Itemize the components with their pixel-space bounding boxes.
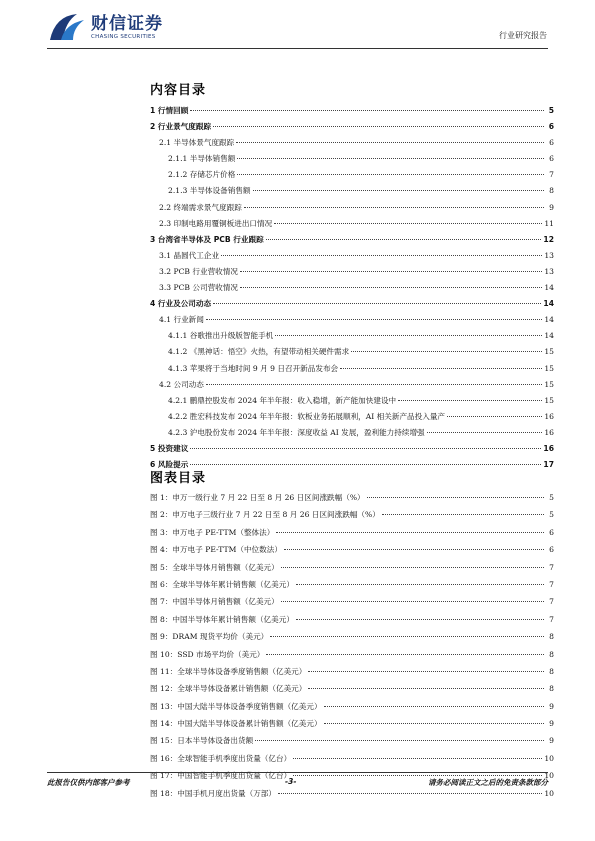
figure-entry-page: 7 bbox=[549, 562, 554, 572]
dot-leader bbox=[237, 174, 544, 175]
figure-entry[interactable] bbox=[150, 611, 554, 628]
toc-entry-label: 4.1.1 谷歌推出升级版智能手机 bbox=[168, 331, 274, 341]
figure-entry-page: 9 bbox=[549, 719, 554, 729]
dot-leader bbox=[206, 384, 542, 385]
footer-notice: 请务必阅读正文之后的免责条款部分 bbox=[428, 778, 548, 787]
toc-entry[interactable] bbox=[150, 361, 554, 377]
toc-entry[interactable] bbox=[150, 457, 554, 473]
dot-leader bbox=[308, 688, 544, 689]
figure-entry[interactable] bbox=[150, 750, 554, 767]
figure-entry-page: 7 bbox=[549, 597, 554, 607]
toc-entry[interactable] bbox=[150, 441, 554, 457]
logo-emblem-icon bbox=[47, 10, 87, 44]
figure-entry-page: 5 bbox=[549, 493, 554, 502]
figure-entry-page: 8 bbox=[549, 684, 554, 694]
toc-entry[interactable] bbox=[150, 409, 554, 425]
toc-entry-label: 2.1.1 半导体销售额 bbox=[168, 154, 236, 164]
toc-entry-page: 16 bbox=[544, 427, 554, 437]
dot-leader bbox=[308, 671, 544, 672]
toc-entry-page: 15 bbox=[544, 395, 554, 405]
logo-chinese-name: 财信证券 bbox=[91, 13, 163, 34]
toc-entry[interactable] bbox=[150, 200, 554, 216]
dot-leader bbox=[427, 432, 543, 433]
figure-entry[interactable] bbox=[150, 524, 554, 541]
dot-leader bbox=[213, 303, 541, 304]
toc-entry[interactable] bbox=[150, 425, 554, 441]
toc-entry-page: 9 bbox=[549, 202, 554, 212]
dot-leader bbox=[244, 207, 544, 208]
figure-entry-label: 图 15：日本半导体设备出货额 bbox=[150, 736, 254, 746]
toc-entry[interactable] bbox=[150, 264, 554, 280]
figure-entry-page: 10 bbox=[544, 788, 554, 798]
toc-entry[interactable] bbox=[150, 328, 554, 344]
figure-entry-page: 8 bbox=[549, 632, 554, 642]
figure-entry-label: 图 9：DRAM 现货平均价（美元） bbox=[150, 632, 269, 642]
toc-entry-label: 2 行业景气度跟踪 bbox=[150, 122, 212, 132]
figure-entry[interactable] bbox=[150, 663, 554, 680]
dot-leader bbox=[221, 255, 542, 256]
figure-entry[interactable] bbox=[150, 698, 554, 715]
dot-leader bbox=[240, 271, 542, 272]
figure-entry[interactable] bbox=[150, 646, 554, 663]
toc-entry-page: 17 bbox=[543, 460, 554, 470]
dot-leader bbox=[276, 532, 544, 533]
toc-entry-label: 4.1 行业新闻 bbox=[159, 315, 204, 325]
figure-entry[interactable] bbox=[150, 593, 554, 610]
toc-entry[interactable] bbox=[150, 393, 554, 409]
dot-leader bbox=[213, 126, 544, 127]
list-of-figures bbox=[150, 489, 554, 802]
figure-entry-page: 8 bbox=[549, 666, 554, 676]
dot-leader bbox=[324, 706, 544, 707]
figure-entry[interactable] bbox=[150, 680, 554, 697]
dot-leader bbox=[398, 400, 542, 401]
figure-entry-page: 5 bbox=[549, 510, 554, 520]
toc-entry[interactable] bbox=[150, 344, 554, 360]
toc-entry-label: 2.1 半导体景气度跟踪 bbox=[159, 138, 235, 148]
toc-entry-page: 11 bbox=[544, 218, 554, 228]
figure-entry-label: 图 11：全球半导体设备季度销售额（亿美元） bbox=[150, 666, 307, 676]
header-divider bbox=[47, 48, 548, 49]
toc-entry-page: 12 bbox=[543, 234, 554, 244]
company-logo bbox=[47, 10, 163, 44]
figure-entry-label: 图 14：中国大陆半导体设备累计销售额（亿美元） bbox=[150, 719, 322, 729]
figure-entry-page: 10 bbox=[544, 771, 554, 781]
figure-entry-label: 图 16：全球智能手机季度出货量（亿台） bbox=[150, 753, 292, 763]
dot-leader bbox=[447, 416, 542, 417]
toc-entry-label: 4 行业及公司动态 bbox=[150, 299, 212, 309]
figure-entry[interactable] bbox=[150, 576, 554, 593]
dot-leader bbox=[266, 654, 544, 655]
toc-entry-label: 4.1.2 《黑神话：悟空》火热，有望带动相关硬件需求 bbox=[168, 347, 350, 357]
toc-entry[interactable] bbox=[150, 167, 554, 183]
dot-leader bbox=[253, 190, 545, 191]
toc-entry-page: 15 bbox=[544, 347, 554, 357]
footer-divider bbox=[47, 772, 548, 773]
page-number: -3- bbox=[285, 777, 297, 786]
figure-entry-label: 图 10：SSD 市场平均价（美元） bbox=[150, 649, 265, 659]
toc-entry-label: 4.2.3 沪电股份发布 2024 年半年报：深度收益 AI 发展，盈利能力持续增强 bbox=[168, 427, 425, 437]
figure-entry-page: 7 bbox=[549, 579, 554, 589]
toc-entry-page: 6 bbox=[549, 154, 554, 164]
dot-leader bbox=[240, 287, 542, 288]
figure-entry-page: 6 bbox=[549, 545, 554, 555]
figure-entry-label: 图 1：申万一级行业 7 月 22 日至 8 月 26 日区间涨跌幅（%） bbox=[150, 493, 365, 502]
figure-entry-label: 图 8：中国半导体年累计销售额（亿美元） bbox=[150, 614, 294, 624]
logo-english-name: CHASING SECURITIES bbox=[91, 33, 156, 40]
toc-entry-label: 1 行情回顾 bbox=[150, 106, 189, 115]
dot-leader bbox=[324, 723, 544, 724]
figure-entry-page: 7 bbox=[549, 614, 554, 624]
dot-leader bbox=[236, 142, 544, 143]
toc-entry-label: 2.2 终端需求景气度跟踪 bbox=[159, 202, 242, 212]
figure-entry[interactable] bbox=[150, 541, 554, 558]
toc-entry[interactable] bbox=[150, 103, 554, 119]
toc-entry-page: 15 bbox=[544, 363, 554, 373]
toc-entry-page: 14 bbox=[544, 283, 554, 293]
toc-entry[interactable] bbox=[150, 248, 554, 264]
figure-entry-page: 8 bbox=[549, 649, 554, 659]
toc-entry-page: 16 bbox=[543, 443, 554, 453]
toc-entry-page: 16 bbox=[544, 411, 554, 421]
toc-entry-label: 4.1.3 苹果将于当地时间 9 月 9 日召开新品发布会 bbox=[168, 363, 339, 373]
figure-entry-page: 10 bbox=[544, 753, 554, 763]
figure-entry-label: 图 17：中国智能手机季度出货量（亿台） bbox=[150, 771, 292, 781]
toc-entry-page: 14 bbox=[543, 299, 554, 309]
toc-entry-label: 4.2 公司动态 bbox=[159, 379, 204, 389]
toc-entry-label: 4.2.1 鹏鼎控股发布 2024 年半年报：收入稳增，新产能加快建设中 bbox=[168, 395, 397, 405]
dot-leader bbox=[206, 319, 542, 320]
dot-leader bbox=[237, 158, 544, 159]
toc-entry-label: 2.1.2 存储芯片价格 bbox=[168, 170, 236, 180]
figures-title: 图表目录 bbox=[150, 471, 207, 486]
figure-entry-label: 图 3：申万电子 PE-TTM（整体法） bbox=[150, 527, 275, 537]
dot-leader bbox=[281, 601, 544, 602]
figure-entry-label: 图 6：全球半导体年累计销售额（亿美元） bbox=[150, 579, 294, 589]
toc-entry-page: 7 bbox=[549, 170, 554, 180]
toc-entry-page: 6 bbox=[548, 122, 554, 132]
dot-leader bbox=[190, 448, 541, 449]
figure-entry-label: 图 12：全球半导体设备累计销售额（亿美元） bbox=[150, 684, 307, 694]
figure-entry-page: 6 bbox=[549, 527, 554, 537]
figure-entry-label: 图 4：申万电子 PE-TTM（中位数法） bbox=[150, 545, 282, 555]
toc-entry[interactable] bbox=[150, 312, 554, 328]
dot-leader bbox=[293, 758, 542, 759]
toc-entry-label: 3 台湾省半导体及 PCB 行业跟踪 bbox=[150, 234, 264, 244]
toc-entry[interactable] bbox=[150, 216, 554, 232]
figure-entry-label: 图 2：申万电子三级行业 7 月 22 日至 8 月 26 日区间涨跌幅（%） bbox=[150, 510, 380, 520]
dot-leader bbox=[351, 351, 542, 352]
figure-entry[interactable] bbox=[150, 506, 554, 523]
table-of-contents bbox=[150, 103, 554, 473]
toc-entry[interactable] bbox=[150, 296, 554, 312]
figure-entry[interactable] bbox=[150, 628, 554, 645]
dot-leader bbox=[270, 636, 544, 637]
toc-entry-page: 8 bbox=[549, 186, 554, 196]
dot-leader bbox=[275, 335, 542, 336]
dot-leader bbox=[340, 368, 542, 369]
toc-entry-page: 5 bbox=[548, 106, 554, 115]
toc-title: 内容目录 bbox=[150, 83, 207, 98]
toc-entry-label: 2.1.3 半导体设备销售额 bbox=[168, 186, 251, 196]
dot-leader bbox=[296, 584, 544, 585]
toc-entry-label: 3.1 晶圆代工企业 bbox=[159, 250, 220, 260]
toc-entry[interactable] bbox=[150, 280, 554, 296]
dot-leader bbox=[281, 567, 544, 568]
dot-leader bbox=[367, 497, 544, 498]
toc-entry-label: 3.3 PCB 公司营收情况 bbox=[159, 283, 238, 293]
toc-entry[interactable] bbox=[150, 151, 554, 167]
report-type-label: 行业研究报告 bbox=[499, 31, 547, 40]
figure-entry-page: 9 bbox=[549, 736, 554, 746]
toc-entry[interactable] bbox=[150, 183, 554, 199]
figure-entry-page: 9 bbox=[549, 701, 554, 711]
dot-leader bbox=[190, 110, 544, 111]
figure-entry[interactable] bbox=[150, 489, 554, 506]
toc-entry[interactable] bbox=[150, 135, 554, 151]
toc-entry-page: 13 bbox=[544, 250, 554, 260]
toc-entry-page: 14 bbox=[544, 331, 554, 341]
toc-entry[interactable] bbox=[150, 377, 554, 393]
figure-entry[interactable] bbox=[150, 559, 554, 576]
footer-disclaimer: 此报告仅供内部客户参考 bbox=[47, 778, 130, 787]
toc-entry-page: 6 bbox=[549, 138, 554, 148]
toc-entry-label: 6 风险提示 bbox=[150, 460, 189, 470]
dot-leader bbox=[255, 740, 544, 741]
dot-leader bbox=[382, 514, 544, 515]
dot-leader bbox=[296, 619, 544, 620]
dot-leader bbox=[266, 239, 542, 240]
dot-leader bbox=[284, 549, 544, 550]
toc-entry-page: 13 bbox=[544, 266, 554, 276]
toc-entry-page: 15 bbox=[544, 379, 554, 389]
page-header bbox=[0, 0, 595, 56]
figure-entry-label: 图 13：中国大陆半导体设备季度销售额（亿美元） bbox=[150, 701, 322, 711]
dot-leader bbox=[190, 464, 541, 465]
toc-entry-label: 4.2.2 胜宏科技发布 2024 年半年报：软板业务拓展顺利，AI 相关新产品投入量产 bbox=[168, 411, 446, 421]
toc-entry-label: 5 投资建议 bbox=[150, 443, 189, 453]
dot-leader bbox=[278, 793, 542, 794]
toc-entry[interactable] bbox=[150, 119, 554, 135]
figure-entry[interactable] bbox=[150, 732, 554, 749]
toc-entry-label: 3.2 PCB 行业营收情况 bbox=[159, 266, 238, 276]
figure-entry-label: 图 5：全球半导体月销售额（亿美元） bbox=[150, 562, 279, 572]
figure-entry-label: 图 18：中国手机月度出货量（万部） bbox=[150, 788, 276, 798]
toc-entry-page: 14 bbox=[544, 315, 554, 325]
dot-leader bbox=[274, 223, 542, 224]
toc-entry-label: 2.3 印制电路用覆铜板进出口情况 bbox=[159, 218, 273, 228]
toc-entry[interactable] bbox=[150, 232, 554, 248]
figure-entry-label: 图 7：中国半导体月销售额（亿美元） bbox=[150, 597, 279, 607]
figure-entry[interactable] bbox=[150, 715, 554, 732]
